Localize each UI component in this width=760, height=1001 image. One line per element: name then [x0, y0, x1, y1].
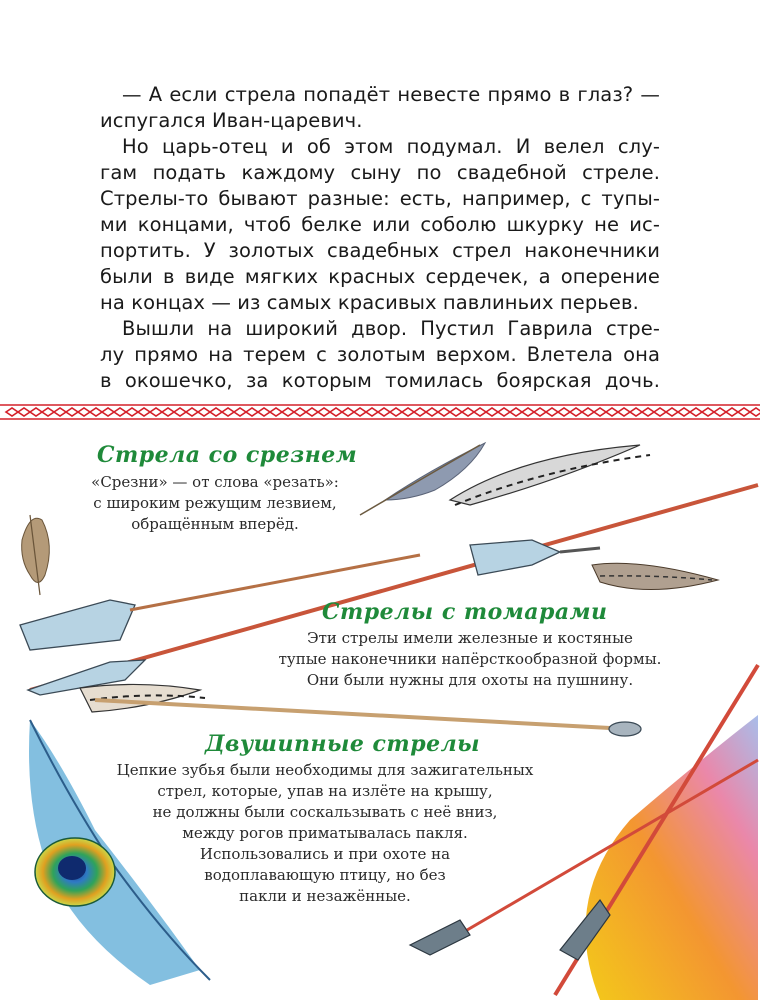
story-line: испугался Иван-царевич.	[100, 109, 363, 132]
ornament-motif	[318, 408, 342, 416]
ornament-motif	[78, 408, 102, 416]
caption-line: с широким режущим лезвием,	[93, 494, 337, 512]
ornament-motif	[174, 408, 198, 416]
section-caption	[85, 760, 565, 907]
arrow-icon	[80, 684, 641, 736]
caption-line: Эти стрелы имели железные и костяные	[307, 629, 633, 647]
ornament-motif	[246, 408, 270, 416]
section-caption	[40, 472, 390, 535]
ornament-motif	[366, 408, 390, 416]
ornament-motif	[654, 408, 678, 416]
story-line: гам подать каждому сыну по свадебной стреле.	[100, 161, 660, 184]
story-line: на концах — из самых красивых павлиньих перьев.	[100, 291, 639, 314]
ornament-motif	[558, 408, 582, 416]
story-line: ми концами, чтоб белке или соболю шкурку не ис-	[100, 213, 660, 236]
section-caption	[260, 628, 680, 691]
ornament-motif	[198, 408, 222, 416]
caption-line: пакли и незажённые.	[239, 887, 411, 905]
ornament-motif	[462, 408, 486, 416]
caption-line: «Срезни» — от слова «резать»:	[91, 473, 339, 491]
story-line: были в виде мягких красных сердечек, а оперение	[100, 265, 660, 288]
caption-line: обращённым вперёд.	[131, 515, 299, 533]
ornament-motif	[270, 408, 294, 416]
ornament-motif	[150, 408, 174, 416]
ornament-motif	[30, 408, 54, 416]
ornament-motif	[342, 408, 366, 416]
arrow-icon	[470, 540, 600, 575]
ornament-motif	[630, 408, 654, 416]
ornament-motif	[102, 408, 126, 416]
story-line: Но царь-отец и об этом подумал. И велел слу-	[122, 135, 660, 158]
story-line: — А если стрела попадёт невесте прямо в глаз? —	[122, 83, 660, 106]
ornament-motif	[438, 408, 462, 416]
ornament-motif	[726, 408, 750, 416]
ornament-motif	[582, 408, 606, 416]
ornament-motif	[222, 408, 246, 416]
caption-line: между рогов приматывалась пакля.	[182, 824, 468, 842]
section-title: Стрелы с томарами	[322, 599, 608, 625]
section-title: Стрела со срезнем	[97, 442, 358, 468]
fire-icon	[585, 715, 758, 1000]
caption-line: Они были нужны для охоты на пушнину.	[306, 671, 634, 689]
caption-line: стрел, которые, упав на излёте на крышу,	[157, 782, 493, 800]
ornament-motif	[414, 408, 438, 416]
ornament-motif	[294, 408, 318, 416]
story-line: лу прямо на терем с золотым верхом. Влетела она	[100, 343, 660, 366]
story-line: Вышли на широкий двор. Пустил Гаврила стре-	[122, 317, 660, 340]
ornament-motif	[510, 408, 534, 416]
caption-line: не должны были соскальзывать с неё вниз,	[152, 803, 498, 821]
ornament-motif	[606, 408, 630, 416]
story-line: в окошечко, за которым томилась боярская дочь.	[100, 369, 660, 392]
ornament-motif	[702, 408, 726, 416]
ornament-motif	[126, 408, 150, 416]
ornament-motif	[534, 408, 558, 416]
ornament-motif	[486, 408, 510, 416]
section-title: Двушипные стрелы	[205, 731, 481, 757]
ornament-motif	[750, 408, 760, 416]
caption-line: тупые наконечники напёрсткообразной формы.	[278, 650, 662, 668]
ornament-motif	[390, 408, 414, 416]
caption-line: Использовались и при охоте на	[199, 845, 451, 863]
ornament-motif	[6, 408, 30, 416]
ornament-motif	[54, 408, 78, 416]
story-text	[100, 82, 660, 394]
ornament-motif	[678, 408, 702, 416]
caption-line: водоплавающую птицу, но без	[204, 866, 446, 884]
caption-line: Цепкие зубья были необходимы для зажигательных	[116, 761, 534, 779]
story-line: Стрелы-то бывают разные: есть, например, с тупы-	[100, 187, 660, 210]
feather-icon	[592, 563, 718, 589]
story-line: портить. У золотых свадебных стрел наконечники	[100, 239, 660, 262]
